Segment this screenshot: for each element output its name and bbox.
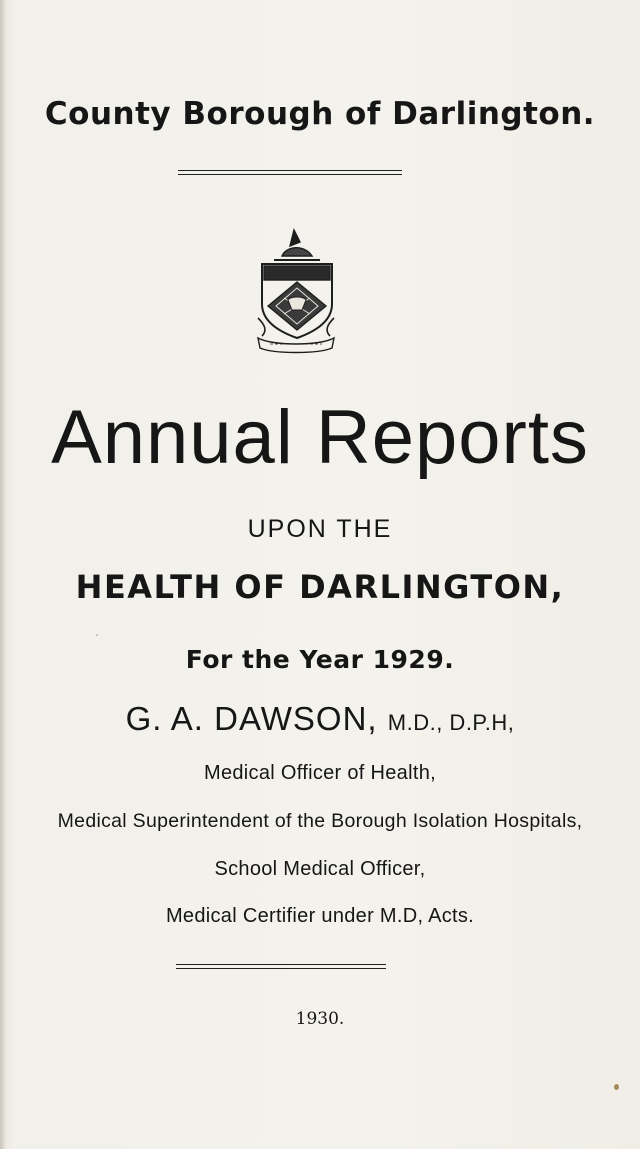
author-line [0,700,640,738]
author-role: Medical Certifier under M.D, Acts. [165,905,475,927]
author-name: G. A. DAWSON, [125,700,378,737]
report-year: For the Year 1929. [185,645,455,674]
report-title: Annual Reports [51,395,589,480]
author-role: School Medical Officer, [214,858,426,880]
publication-year: 1930. [295,1009,345,1029]
author-role: Medical Officer of Health, [204,762,436,784]
report-subtitle: UPON THE [247,515,393,543]
top-divider-secondary [178,174,402,175]
borough-coat-of-arms-icon [254,226,338,354]
bottom-divider [176,964,386,965]
paper-speck [614,1084,619,1090]
report-subject: HEALTH OF DARLINGTON, [75,568,565,606]
author-role: Medical Superintendent of the Borough Isolation Hospitals, [57,810,583,832]
bottom-divider-secondary [176,968,386,969]
council-heading: County Borough of Darlington. [44,96,596,132]
top-divider [178,170,402,171]
author-qualifications: M.D., D.P.H, [387,710,515,735]
paper-speck [96,634,98,636]
